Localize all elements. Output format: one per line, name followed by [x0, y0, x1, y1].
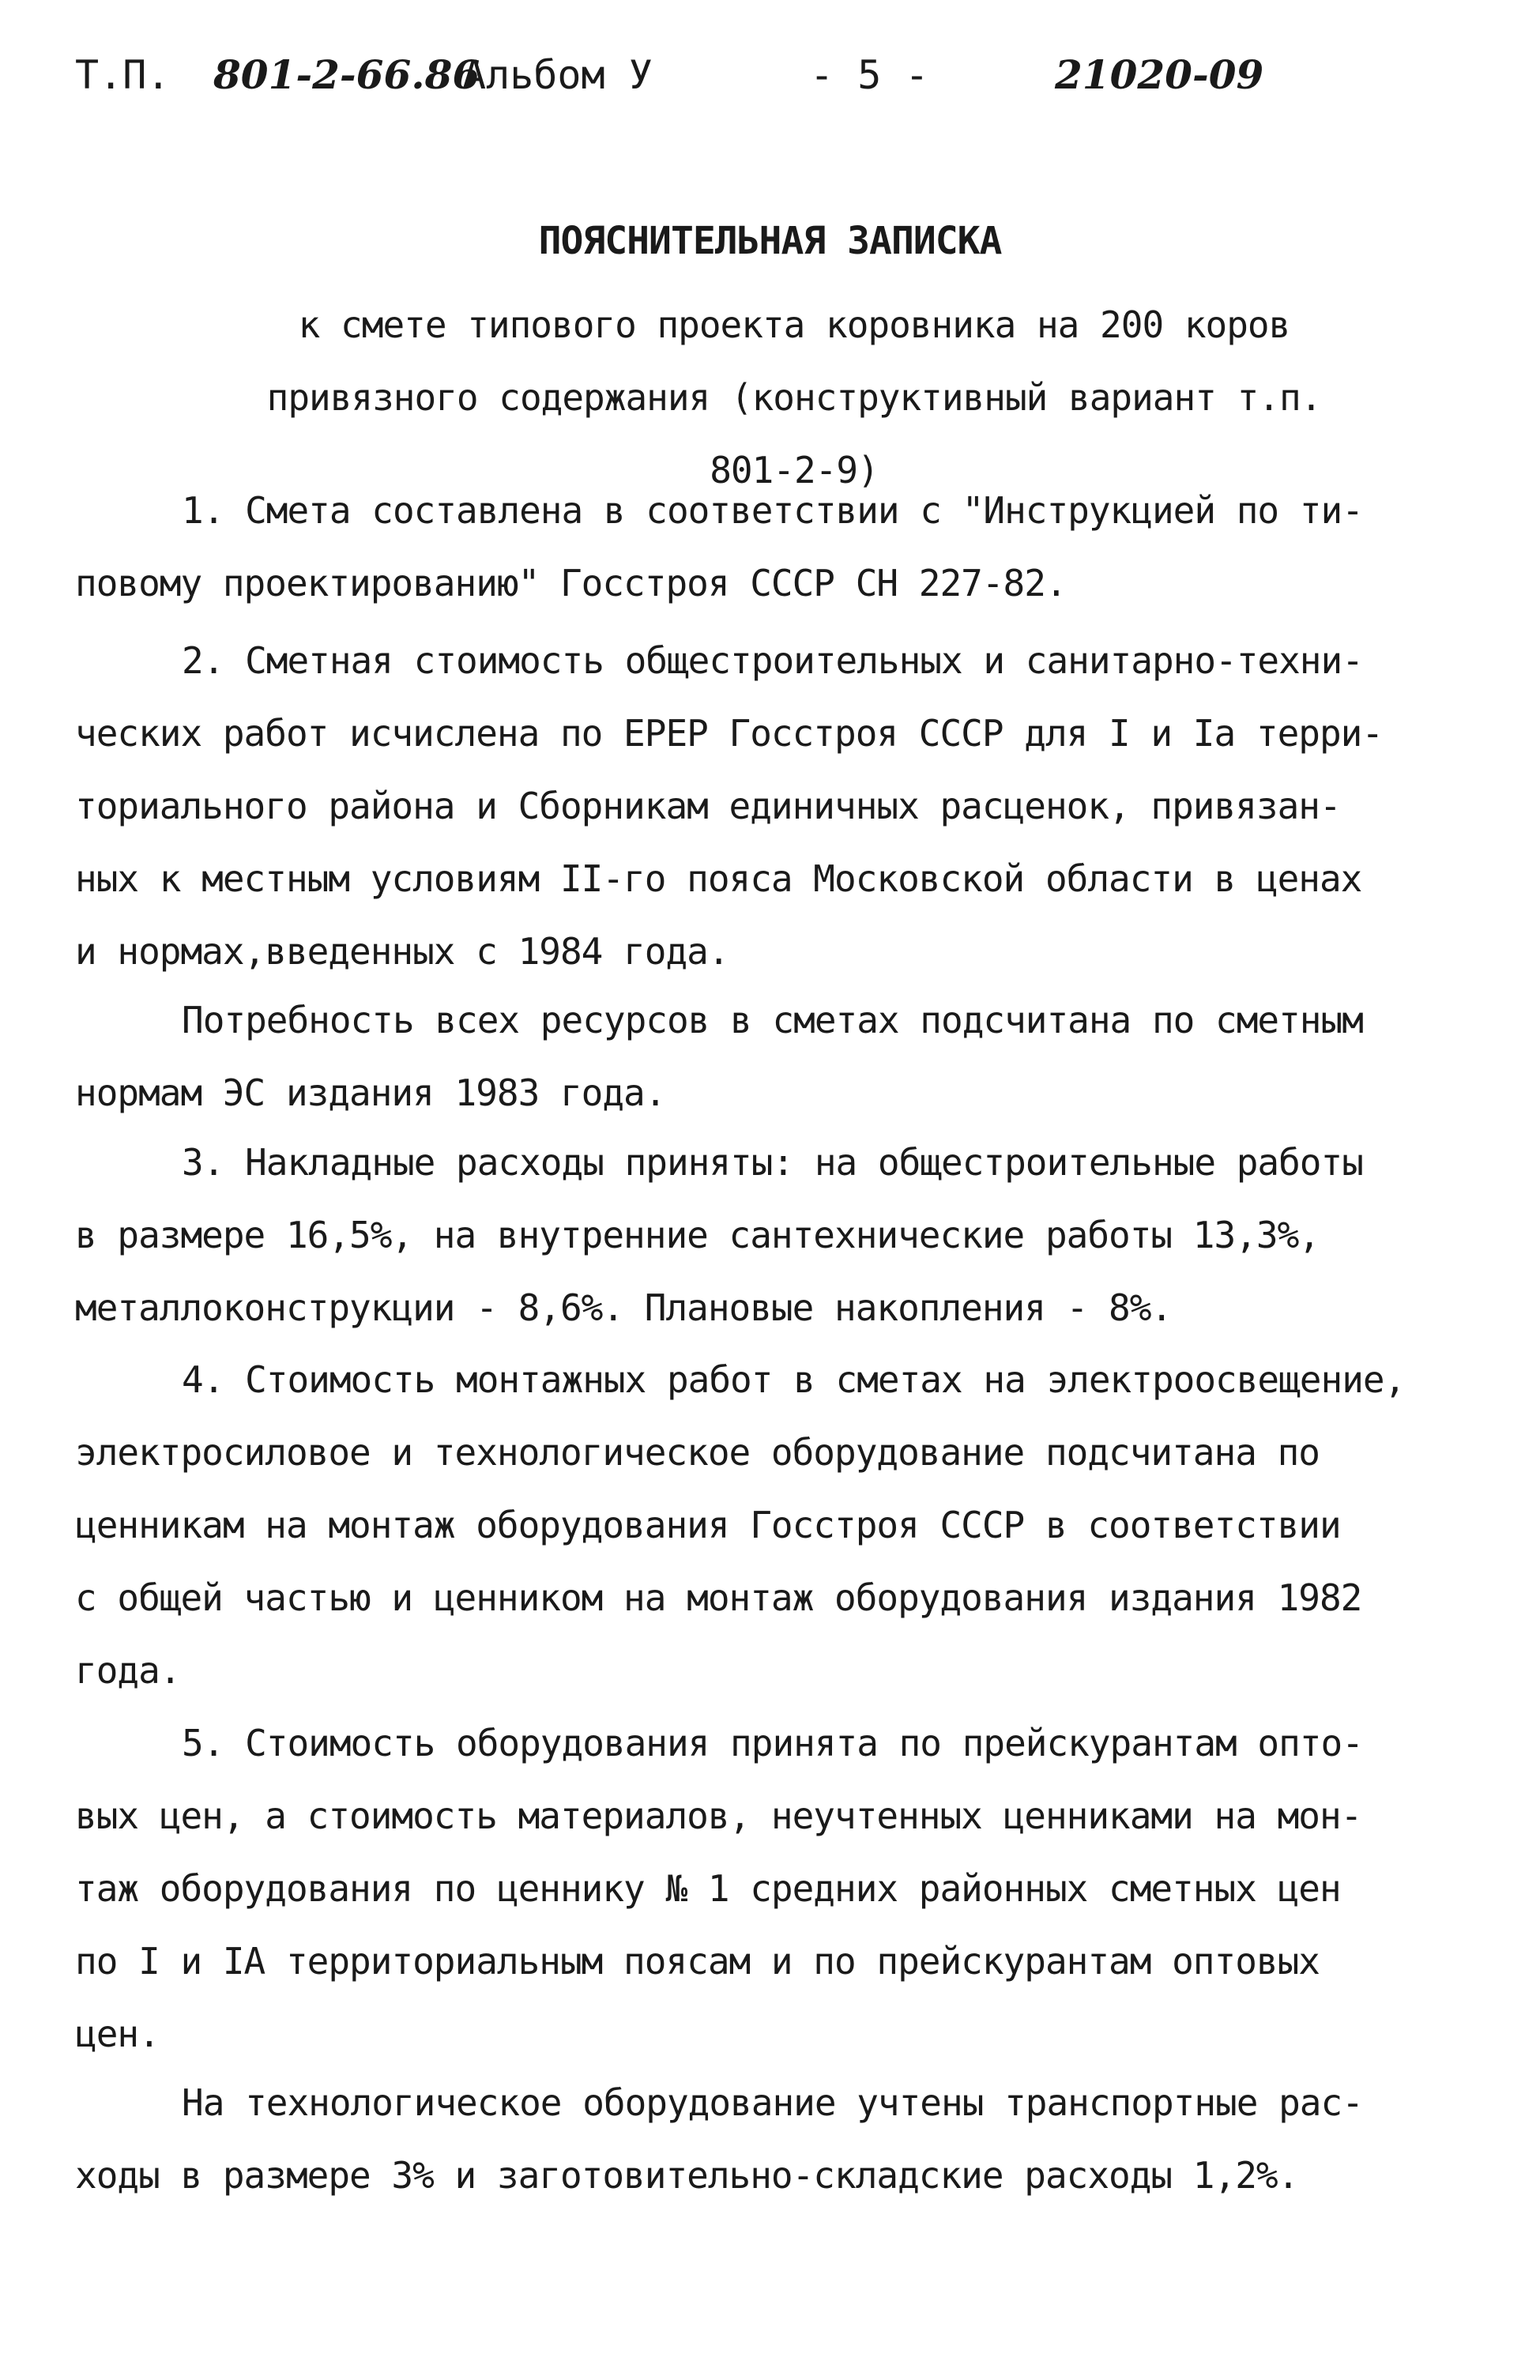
paragraph-line: 1. Смета составлена в соответствии с "Инструкцией по ти-	[182, 489, 1363, 532]
header-project-number: 801-2-66.86	[213, 51, 480, 98]
subtitle-line: 801-2-9)	[710, 449, 879, 491]
paragraph-line: таж оборудования по ценнику № 1 средних районных сметных цен	[75, 1867, 1341, 1910]
paragraph-line: 3. Накладные расходы приняты: на общестроительные работы	[182, 1141, 1363, 1184]
paragraph-line: ческих работ исчислена по ЕРЕР Госстроя СССР для I и Iа терри-	[75, 712, 1384, 755]
paragraph-line: по I и IА территориальным поясам и по прейскурантам оптовых	[75, 1940, 1320, 1983]
document-header	[75, 40, 1466, 111]
paragraph-3	[75, 1126, 1454, 1344]
subtitle-line: привязного содержания (конструктивный вариант т.п.	[266, 376, 1322, 419]
paragraph-1	[75, 474, 1454, 619]
header-prefix: Т.П.	[75, 52, 171, 98]
paragraph-line: 2. Сметная стоимость общестроительных и санитарно-техни-	[182, 639, 1363, 682]
header-document-code: 21020-09	[1055, 51, 1264, 98]
document-title: ПОЯСНИТЕЛЬНАЯ ЗАПИСКА	[538, 219, 1002, 263]
paragraph-line: 4. Стоимость монтажных работ в сметах на электроосвещение,	[182, 1358, 1406, 1401]
paragraph-line: цен.	[75, 2013, 160, 2055]
paragraph-line: и нормах,введенных с 1984 года.	[75, 930, 729, 973]
paragraph-5	[75, 1707, 1454, 2070]
paragraph-line: ходы в размере 3% и заготовительно-складские расходы 1,2%.	[75, 2154, 1299, 2197]
paragraph-5b	[75, 2066, 1454, 2212]
paragraph-line: 5. Стоимость оборудования принята по прейскурантам опто-	[182, 1722, 1363, 1764]
subtitle-line: к смете типового проекта коровника на 200 коров	[298, 303, 1290, 346]
paragraph-line: Потребность всех ресурсов в сметах подсчитана по сметным	[182, 999, 1363, 1041]
paragraph-line: металлоконструкции - 8,6%. Плановые накопления - 8%.	[75, 1286, 1173, 1329]
paragraph-line: с общей частью и ценником на монтаж оборудования издания 1982	[75, 1576, 1362, 1619]
paragraph-line: года.	[75, 1649, 181, 1692]
paragraph-line: вых цен, а стоимость материалов, неучтенных ценниками на мон-	[75, 1794, 1362, 1837]
header-album: Альбом У	[462, 52, 653, 98]
paragraph-line: электросиловое и технологическое оборудование подсчитана по	[75, 1431, 1320, 1474]
paragraph-line: нормам ЭС издания 1983 года.	[75, 1071, 666, 1114]
paragraph-4	[75, 1343, 1454, 1707]
paragraph-line: повому проектированию" Госстроя СССР СН 227-82.	[75, 562, 1067, 604]
paragraph-line: ных к местным условиям II-го пояса Московской области в ценах	[75, 857, 1362, 900]
paragraph-line: ториального района и Сборникам единичных расценок, привязан-	[75, 785, 1341, 827]
header-page-number: - 5 -	[810, 52, 929, 98]
paragraph-line: в размере 16,5%, на внутренние сантехнические работы 13,3%,	[75, 1214, 1320, 1256]
paragraph-line: На технологическое оборудование учтены транспортные рас-	[182, 2081, 1363, 2124]
paragraph-2b	[75, 984, 1454, 1129]
paragraph-line: ценникам на монтаж оборудования Госстроя СССР в соответствии	[75, 1504, 1341, 1546]
paragraph-2	[75, 624, 1454, 988]
